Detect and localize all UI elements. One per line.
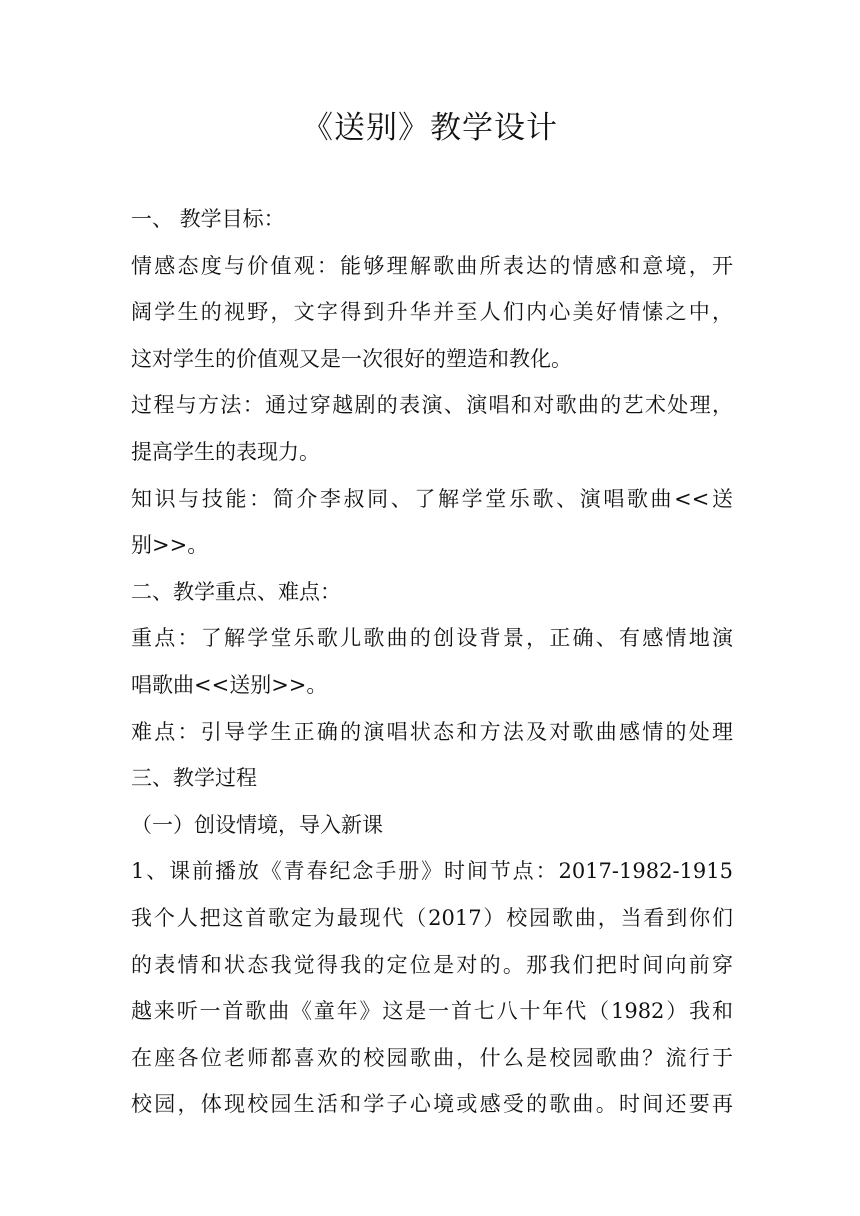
paragraph-line: 情感态度与价值观：能够理解歌曲所表达的情感和意境，开 [131,253,733,278]
subsection-heading: （一）创设情境，导入新课 [131,812,383,837]
paragraph-line: 的表情和状态我觉得我的定位是对的。那我们把时间向前穿 [131,952,733,977]
paragraph-line: 唱歌曲<<送别>>。 [131,672,328,697]
paragraph-line: 越来听一首歌曲《童年》这是一首七八十年代（1982）我和 [131,999,733,1024]
document-title: 《送别》教学设计 [302,110,558,146]
paragraph-line: 提高学生的表现力。 [131,439,320,464]
paragraph-line: 我个人把这首歌定为最现代（2017）校园歌曲，当看到你们 [131,905,733,930]
document-body [131,196,733,1128]
paragraph-line: 重点：了解学堂乐歌儿歌曲的创设背景，正确、有感情地演 [131,626,733,651]
paragraph-line: 知识与技能：简介李叔同、了解学堂乐歌、演唱歌曲<<送 [131,486,733,511]
section-heading-key-points: 二、教学重点、难点： [131,579,341,604]
paragraph-line: 校园，体现校园生活和学子心境或感受的歌曲。时间还要再 [131,1092,733,1117]
paragraph-line: 在座各位老师都喜欢的校园歌曲，什么是校园歌曲？流行于 [131,1045,733,1070]
paragraph-line: 难点：引导学生正确的演唱状态和方法及对歌曲感情的处理 [131,719,733,744]
paragraph-line: 阔学生的视野，文字得到升华并至人们内心美好情愫之中， [131,300,733,325]
section-heading-objectives: 一、 教学目标： [131,207,285,231]
section-heading-process: 三、教学过程 [131,766,257,791]
paragraph-line: 1、课前播放《青春纪念手册》时间节点：2017-1982-1915 [131,859,733,884]
paragraph-line: 过程与方法：通过穿越剧的表演、演唱和对歌曲的艺术处理， [131,393,733,418]
paragraph-line: 这对学生的价值观又是一次很好的塑造和教化。 [131,346,572,371]
paragraph-line: 别>>。 [131,533,209,558]
